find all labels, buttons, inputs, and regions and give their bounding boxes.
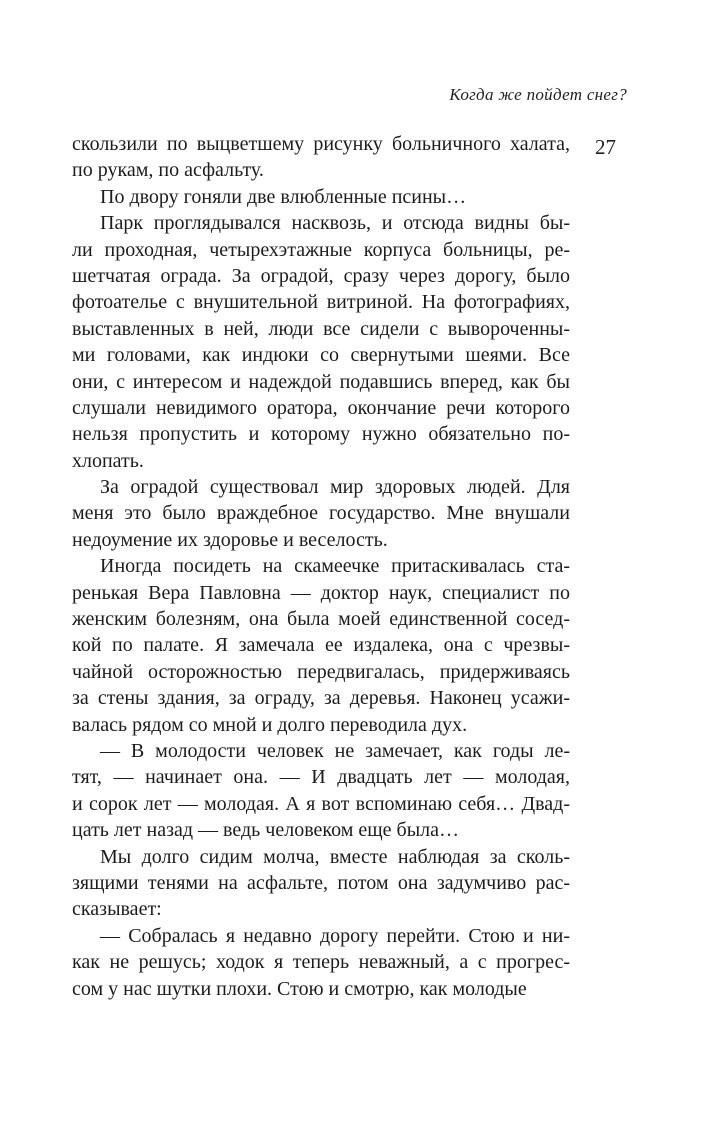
text-line: они, с интересом и надеждой подавшись вперед, как бы (72, 370, 570, 393)
page-number: 27 (595, 135, 616, 159)
text-line: — Собралась я недавно дорогу перейти. Стою и ни- (100, 924, 570, 947)
text-line: женским болезням, она была моей единственной сосед- (72, 608, 570, 631)
text-line: За оградой существовал мир здоровых людей. Для (100, 476, 570, 499)
text-line: слушали невидимого оратора, окончание речи которого (72, 396, 570, 419)
running-header: Когда же пойдет снег? (449, 85, 627, 104)
paragraph (72, 738, 570, 844)
text-block (72, 131, 570, 1002)
text-line: ми головами, как индюки со свернутыми шеями. Все (72, 344, 570, 367)
text-line: недоумение их здоровье и веселость. (72, 528, 388, 551)
text-line: чайной осторожностью передвигалась, придерживаясь (72, 660, 570, 683)
text-line: цать лет назад — ведь человеком еще была… (72, 819, 460, 842)
text-line: тят, — начинает она. — И двадцать лет — молодая, (72, 766, 570, 789)
text-line: меня это было враждебное государство. Мне внушали (72, 502, 570, 525)
text-line: хлопать. (72, 449, 144, 472)
paragraph (72, 844, 570, 923)
text-line: нельзя пропустить и которому нужно обязательно по- (72, 423, 570, 446)
text-line: ли проходная, четырехэтажные корпуса больницы, ре- (72, 238, 570, 261)
text-line: сом у нас шутки плохи. Стою и смотрю, как молодые (72, 977, 527, 1000)
text-line: сказывает: (72, 898, 162, 921)
text-line: фотоателье с внушительной витриной. На фотографиях, (72, 291, 570, 314)
text-line: валась рядом со мной и долго переводила дух. (72, 713, 468, 736)
paragraph (72, 553, 570, 738)
text-line: По двору гоняли две влюбленные псины… (100, 185, 467, 208)
paragraph (72, 131, 570, 184)
text-line: Мы долго сидим молча, вместе наблюдая за сколь- (100, 845, 570, 868)
text-line: зящими тенями на асфальте, потом она задумчиво рас- (72, 871, 570, 894)
text-line: шетчатая ограда. За оградой, сразу через дорогу, было (72, 264, 570, 287)
text-line: и сорок лет — молодая. А я вот вспоминаю себя… Двад- (72, 792, 570, 815)
text-line: Парк проглядывался насквозь, и отсюда видны бы- (100, 212, 570, 235)
paragraph (72, 923, 570, 1002)
text-line: по рукам, по асфальту. (72, 159, 264, 182)
text-line: ренькая Вера Павловна — доктор наук, специалист по (72, 581, 570, 604)
paragraph (72, 210, 570, 474)
text-line: скользили по выцветшему рисунку больничного халата, (72, 133, 570, 155)
text-line: за стены здания, за ограду, за деревья. Наконец усажи- (72, 687, 570, 710)
text-line: Иногда посидеть на скамеечке притаскивалась ста- (100, 555, 570, 578)
text-line: как не решусь; ходок я теперь неважный, а с прогрес- (72, 951, 570, 974)
paragraph (72, 474, 570, 553)
text-line: выставленных в ней, люди все сидели с вывороченны- (72, 317, 570, 340)
text-line: — В молодости человек не замечает, как годы ле- (100, 739, 570, 762)
text-line: кой по палате. Я замечала ее издалека, она с чрезвы- (72, 634, 570, 657)
paragraph (72, 184, 570, 210)
